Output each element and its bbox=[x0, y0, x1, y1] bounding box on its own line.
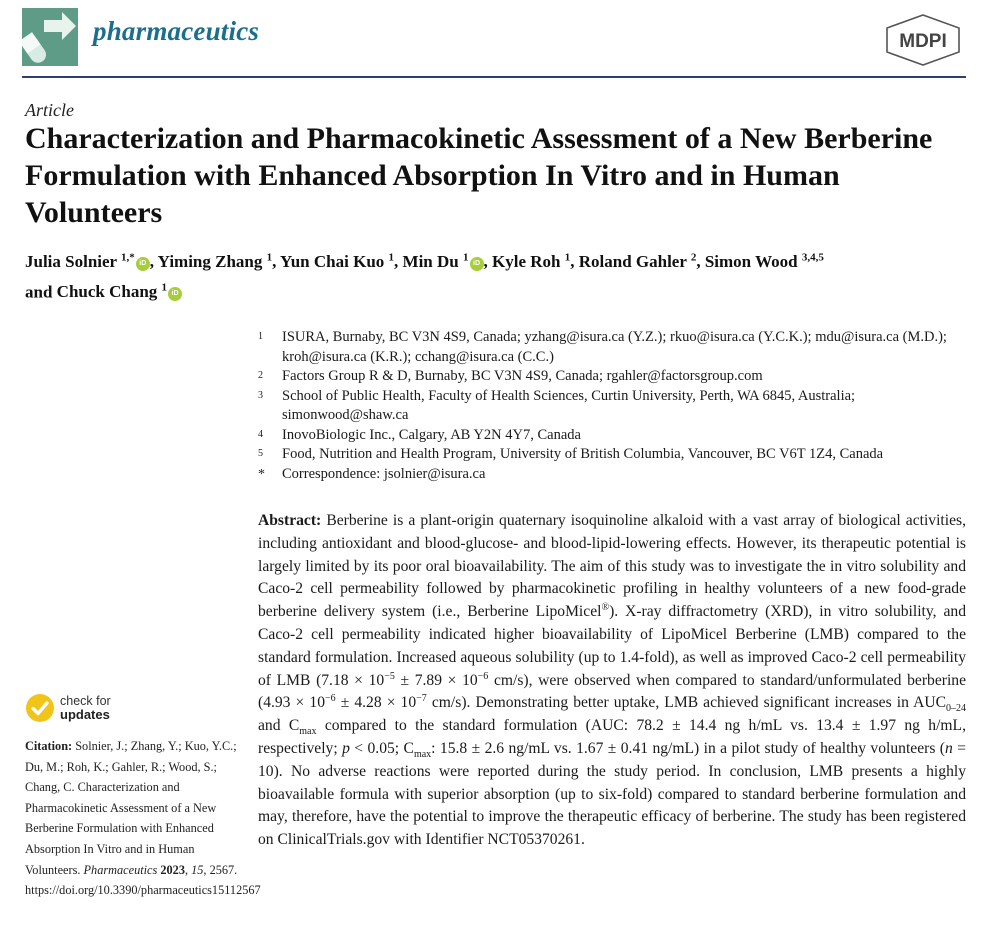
author-list: Julia Solnier $^{1,*}$iD , Yiming Zhang $^1$, Yun Chai Kuo $^1$, Min Du $^1$iD , Kyle Roh $^1$, Roland Gahler $^2$, Simon Wood $^{3,4,5}$ and Chuck Chang $^1$iD bbox=[25, 251, 824, 302]
abstract-text: = 10). No adverse reactions were reported during the study period. In conclusion, LMB presents a highly bioavailable formula with superior absorption (up to six-fold) compared to standard berberine formulation and may, therefore, have the potential to improve the therapeutic efficacy of berberine. The study has been registered on ClinicalTrials.gov with Identifier NCT05370261. bbox=[258, 739, 967, 849]
check-badge-icon bbox=[25, 693, 55, 723]
affiliation-text: Food, Nutrition and Health Program, University of British Columbia, Vancouver, BC V6T 1Z4, Canada bbox=[282, 446, 884, 462]
subscript: max bbox=[299, 726, 317, 738]
author[interactable] bbox=[158, 252, 272, 271]
author-affiliation-sup: 1 bbox=[564, 251, 571, 263]
orcid-icon[interactable]: iD bbox=[168, 287, 182, 301]
subscript: max bbox=[413, 749, 432, 761]
author[interactable] bbox=[403, 252, 484, 271]
author-name: Yun Chai Kuo bbox=[280, 251, 385, 271]
author-affiliation-sup: 2 bbox=[690, 251, 697, 263]
citation-block: Citation: Solnier, J.; Zhang, Y.; Kuo, Y.C.; Du, M.; Roh, K.; Gahler, R.; Wood, S.; Chang, C. Characterization and Pharmacokinetic Assessment of a New Berberine Formulation with Enhanced Absorption In Vitro and in Human Volunteers. Pharmaceutics 2023, 15, 2567. https://doi.org/10.3390/pharmaceutics15112567 bbox=[25, 739, 261, 898]
affiliation-marker: 2 bbox=[258, 370, 263, 381]
orcid-icon[interactable]: iD bbox=[470, 257, 484, 271]
mdpi-logo-icon[interactable] bbox=[884, 14, 962, 66]
citation-year: 2023 bbox=[160, 862, 185, 877]
affiliation-marker: * bbox=[258, 466, 265, 482]
author-name: Simon Wood bbox=[704, 251, 798, 271]
affiliation-item bbox=[258, 445, 974, 465]
abstract-text: : 15.8 ± 2.6 ng/mL vs. 1.67 ± 0.41 ng/mL) in a pilot study of healthy volunteers ( bbox=[431, 739, 945, 757]
affiliation-item bbox=[258, 465, 974, 485]
author-affiliation-sup: 1 bbox=[388, 251, 395, 263]
orcid-icon[interactable]: iD bbox=[136, 257, 150, 271]
p-symbol: p bbox=[342, 739, 350, 757]
affiliation-item bbox=[258, 328, 974, 367]
author-affiliation-sup: 1,* bbox=[121, 251, 135, 263]
registered-mark: ® bbox=[601, 602, 610, 613]
citation-text: Solnier, J.; Zhang, Y.; Kuo, Y.C.; Du, M.; Roh, K.; Gahler, R.; Wood, S.; Chang, C. Characterization and Pharmacokinetic Assessment of a New Berberine Formulation with Enhanced Absorption In Vitro and in Human Volunteers. bbox=[25, 739, 237, 877]
author[interactable] bbox=[280, 252, 394, 271]
affiliation-marker: 1 bbox=[258, 331, 263, 342]
check-for-label: check for bbox=[60, 694, 111, 708]
affiliation-text: School of Public Health, Faculty of Health Sciences, Curtin University, Perth, WA 6845, Australia; simonwood@shaw.ca bbox=[282, 387, 856, 423]
article-type: Article bbox=[25, 100, 74, 120]
affiliation-item bbox=[258, 426, 974, 446]
citation-doi[interactable]: , 2567. https://doi.org/10.3390/pharmaceutics15112567 bbox=[25, 862, 261, 898]
affiliation-marker: 4 bbox=[258, 428, 263, 440]
article-title: Characterization and Pharmacokinetic Assessment of a New Berberine Formulation with Enhanced Absorption In Vitro and in Human Volunteers bbox=[25, 122, 933, 229]
affiliation-item bbox=[258, 367, 974, 387]
abstract-text: and C bbox=[258, 717, 300, 735]
author-name: Kyle Roh bbox=[492, 251, 561, 271]
author[interactable] bbox=[492, 252, 570, 271]
affiliation-text: Factors Group R & D, Burnaby, BC V3N 4S9, Canada; rgahler@factorsgroup.com bbox=[282, 368, 763, 384]
citation-volume: 15 bbox=[191, 862, 204, 877]
exponent: −6 bbox=[477, 670, 489, 682]
affiliation-list bbox=[258, 328, 974, 484]
exponent: −5 bbox=[384, 670, 395, 682]
affiliation-text: InovoBiologic Inc., Calgary, AB Y2N 4Y7, Canada bbox=[282, 426, 581, 443]
journal-name[interactable]: pharmaceutics bbox=[93, 16, 260, 46]
abstract-text: cm/s), were observed when compared to standard/unformulated berberine (4.93 × 10 bbox=[258, 671, 966, 712]
abstract-text: ± 7.89 × 10 bbox=[394, 671, 478, 689]
abstract bbox=[258, 510, 966, 852]
updates-label: updates bbox=[60, 707, 110, 722]
affiliation-marker: 5 bbox=[258, 448, 263, 459]
abstract-label: Abstract: bbox=[258, 512, 322, 529]
check-for-updates-button[interactable] bbox=[25, 693, 165, 727]
abstract-text: cm/s). Demonstrating better uptake, LMB achieved significant increases in AUC bbox=[426, 694, 946, 712]
author[interactable] bbox=[57, 282, 182, 301]
journal-logo-icon bbox=[22, 8, 78, 66]
author[interactable] bbox=[25, 252, 150, 271]
affiliation-text: ISURA, Burnaby, BC V3N 4S9, Canada; yzhang@isura.ca (Y.Z.); rkuo@isura.ca (Y.C.K.); mdu@isura.ca (M.D.); kroh@isura.ca (K.R.); cchang@isura.ca (C.C.) bbox=[282, 329, 947, 365]
exponent: −6 bbox=[325, 693, 336, 705]
abstract-text: ± 4.28 × 10 bbox=[335, 694, 417, 712]
author[interactable] bbox=[579, 252, 697, 271]
author-name: Julia Solnier bbox=[25, 251, 117, 271]
citation-journal: Pharmaceutics bbox=[83, 862, 158, 877]
author-affiliation-sup: 1 bbox=[463, 251, 469, 263]
abstract-text: compared to the standard formulation (AUC: 78.2 ± 14.4 ng h/mL vs. 13.4 ± 1.97 ng h/mL, respectively; bbox=[258, 717, 966, 757]
author-name: Roland Gahler bbox=[578, 251, 687, 271]
affiliation-marker: 3 bbox=[258, 389, 263, 401]
author-affiliation-sup: 1 bbox=[266, 251, 273, 263]
author-affiliation-sup: 1 bbox=[161, 281, 168, 294]
abstract-text: ). X-ray diffractometry (XRD), in vitro solubility, and Caco-2 cell permeability indicated higher bioavailability of LipoMicel Berberine (LMB) compared to the standard formulation. Increased aqueous solubility (up to 1.4-fold), as well as improved Caco-2 cell permeability of LMB (7.18 × 10 bbox=[258, 603, 967, 689]
abstract-text: Berberine is a plant-origin quaternary isoquinoline alkaloid with a vast array of biological activities, including antioxidant and blood-glucose- and blood-lipid-lowering effects. However, its therapeutic potential is largely limited by its poor oral bioavailability. The aim of this study was to investigate the in vitro solubility and Caco-2 cell permeability followed by pharmacokinetic profiling in healthy volunteers of a new food-grade berberine delivery system (i.e., Berberine LipoMicel bbox=[258, 512, 966, 621]
publisher-name: MDPI bbox=[899, 31, 947, 52]
exponent: −7 bbox=[416, 693, 427, 705]
authors-and: and bbox=[25, 282, 53, 302]
author-affiliation-sup: 3,4,5 bbox=[801, 251, 824, 263]
abstract-text: < 0.05; C bbox=[349, 739, 414, 757]
author-name: Yiming Zhang bbox=[157, 251, 263, 271]
citation-label: Citation: bbox=[25, 739, 73, 753]
n-symbol: n bbox=[945, 739, 953, 757]
affiliation-item bbox=[258, 387, 974, 426]
author-name: Chuck Chang bbox=[56, 282, 158, 302]
subscript: 0–24 bbox=[946, 703, 966, 715]
author-name: Min Du bbox=[402, 251, 459, 271]
affiliation-text: Correspondence: jsolnier@isura.ca bbox=[282, 465, 486, 482]
header-rule bbox=[22, 76, 966, 78]
author[interactable] bbox=[705, 252, 824, 271]
